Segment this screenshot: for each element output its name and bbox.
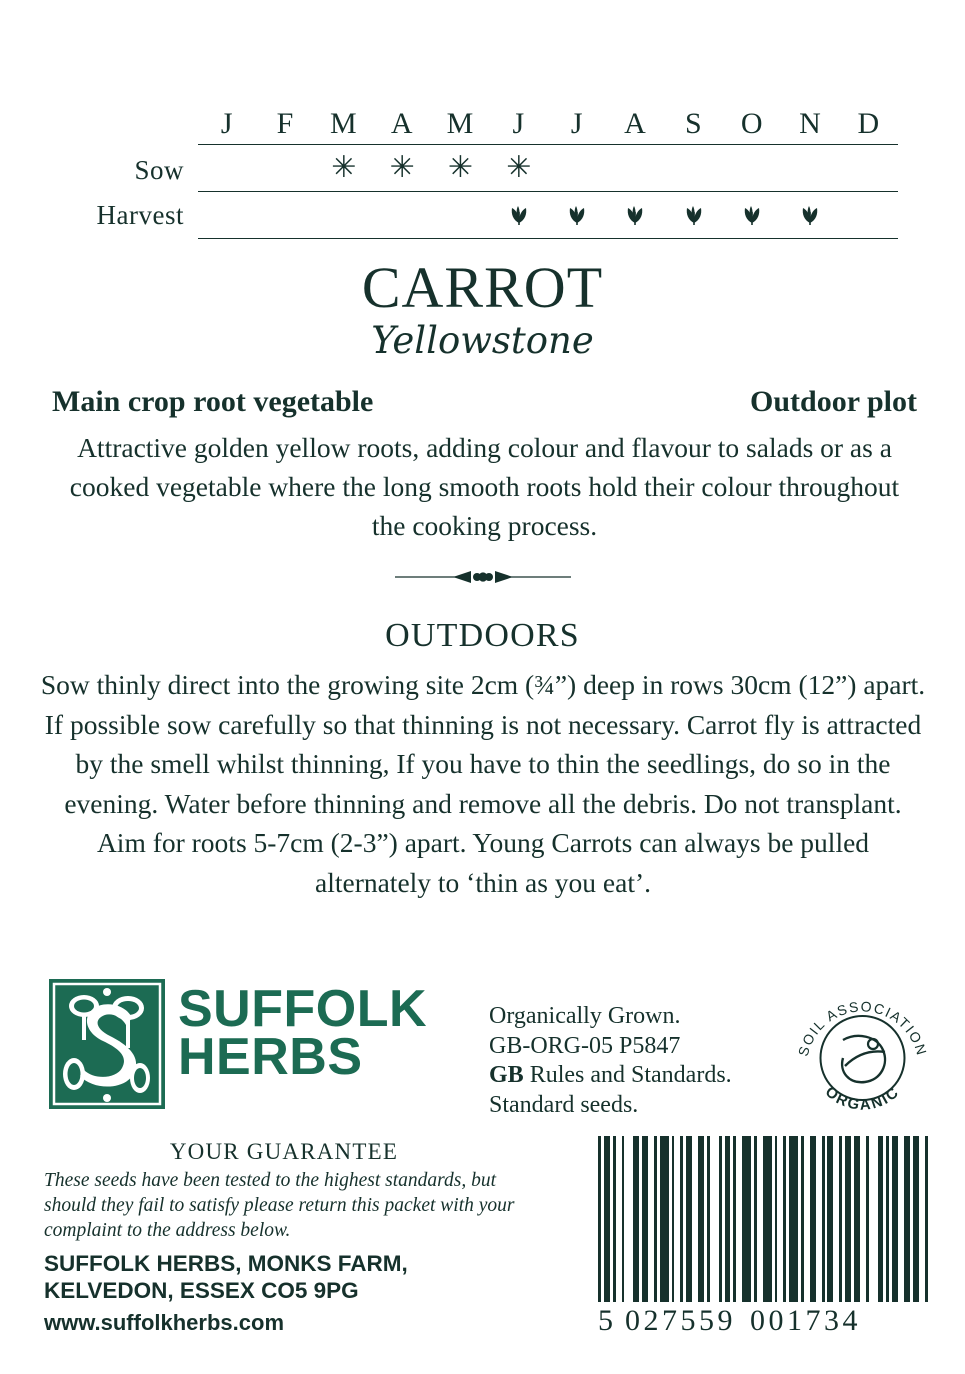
- asterisk-icon: ✳: [506, 151, 532, 184]
- month-label: J: [220, 107, 234, 140]
- title-block: [0, 255, 965, 363]
- barcode-bars: [598, 1136, 928, 1302]
- guarantee-body: These seeds have been tested to the highest standards, but should they fail to satisfy please return this packet with your complaint to the address below.: [44, 1170, 515, 1241]
- organic-line-3: [489, 1061, 732, 1091]
- asterisk-icon: ✳: [447, 151, 474, 184]
- month-label: O: [740, 107, 764, 140]
- ornament-icon: [393, 568, 573, 586]
- month-label: F: [276, 107, 295, 140]
- barcode-bar: [925, 1136, 928, 1302]
- sprout-icon: [606, 204, 664, 226]
- barcode-bar: [869, 1136, 878, 1302]
- website-url[interactable]: www.suffolkherbs.com: [44, 1310, 285, 1335]
- barcode-group-1: 027559: [625, 1304, 736, 1337]
- guarantee-block: [44, 1139, 524, 1243]
- barcode-bar: [763, 1136, 772, 1302]
- barcode-lead-digit: 5: [598, 1304, 614, 1337]
- barcode-bar: [660, 1136, 669, 1302]
- organic-rules-text: Rules and Standards.: [529, 1062, 732, 1088]
- brand-wordmark: [178, 978, 428, 1086]
- crop-type-label: Main crop root vegetable: [52, 385, 374, 418]
- sowing-instructions: Sow thinly direct into the growing site 2cm (¾”) deep in rows 30cm (12”) apart. If possible sow carefully so that thinning is not necessary. Carrot fly is attracted by the smell whilst thinning, If you have to thin the seedlings, do so in the evening. Water before thinning and remove all the debris. Do not transplant. Aim for roots 5-7cm (2-3”) apart. Young Carrots can always be pulled alternately to ‘thin as you eat’.: [40, 669, 926, 898]
- svg-text:ORGANIC: ORGANIC: [821, 1083, 904, 1114]
- asterisk-icon: ✳: [389, 151, 415, 184]
- sprout-icon: [781, 204, 839, 226]
- address-line-1: SUFFOLK HERBS, MONKS FARM,: [44, 1251, 408, 1276]
- sprout-icon: [723, 204, 781, 226]
- calendar-row-labels: [0, 104, 198, 239]
- section-title-outdoors: OUTDOORS: [385, 617, 580, 654]
- month-label: D: [857, 107, 881, 140]
- month-label: M: [446, 107, 475, 140]
- brand-logo: [48, 978, 427, 1110]
- sprout-icon: [665, 204, 723, 226]
- month-label: M: [329, 107, 358, 140]
- soil-association-organic-logo-icon: [785, 980, 940, 1135]
- sprout-icon: [490, 204, 548, 226]
- asterisk-icon: ✳: [331, 151, 357, 184]
- barcode-bar: [624, 1136, 633, 1302]
- calendar-row-harvest: [198, 191, 898, 239]
- calendar-row-label-harvest: Harvest: [96, 200, 184, 230]
- month-label: A: [390, 107, 414, 140]
- barcode-bar: [742, 1136, 751, 1302]
- barcode-digits: [598, 1304, 928, 1338]
- subhead-row: [52, 385, 917, 419]
- organic-line-2: GB-ORG-05 P5847: [489, 1032, 681, 1059]
- intro-description: Attractive golden yellow roots, adding colour and flavour to salads or as a cooked vegetable where the long smooth roots hold their colour throughout the cooking process.: [69, 432, 900, 541]
- organic-line-1: Organically Grown.: [489, 1003, 681, 1029]
- month-label: J: [570, 107, 584, 140]
- month-label: J: [512, 107, 526, 140]
- month-label: N: [799, 107, 822, 140]
- variety-name: Yellowstone: [371, 319, 594, 363]
- calendar-grid: [198, 104, 898, 239]
- organic-certification-text: [489, 1002, 732, 1120]
- month-label: A: [624, 107, 647, 140]
- company-address: [44, 1250, 564, 1336]
- organic-line-4: Standard seeds.: [489, 1091, 639, 1118]
- brand-line-1: SUFFOLK: [178, 980, 428, 1038]
- sow-harvest-calendar: [0, 104, 965, 239]
- organic-gb-bold: GB: [489, 1062, 524, 1088]
- calendar-row-sow: [198, 144, 898, 191]
- barcode-bar: [710, 1136, 719, 1302]
- calendar-row-label-sow: Sow: [134, 155, 184, 185]
- ornament-divider: [0, 568, 965, 586]
- growing-location-label: Outdoor plot: [750, 385, 917, 418]
- barcode-bar: [789, 1136, 798, 1302]
- barcode: [598, 1136, 928, 1338]
- month-label: S: [684, 107, 703, 140]
- guarantee-title: YOUR GUARANTEE: [169, 1139, 399, 1164]
- suffolk-herbs-illuminated-s-icon: [48, 978, 166, 1110]
- sprout-icon: [548, 204, 606, 226]
- address-line-2: KELVEDON, ESSEX CO5 9PG: [44, 1278, 359, 1303]
- svg-text:SOIL ASSOCIATION: SOIL ASSOCIATION: [794, 998, 931, 1058]
- barcode-group-2: 001734: [750, 1304, 861, 1337]
- calendar-label-spacer: [0, 104, 198, 144]
- calendar-month-header: [198, 104, 898, 144]
- brand-line-2: HERBS: [178, 1027, 363, 1086]
- page-title: CARROT: [361, 255, 604, 320]
